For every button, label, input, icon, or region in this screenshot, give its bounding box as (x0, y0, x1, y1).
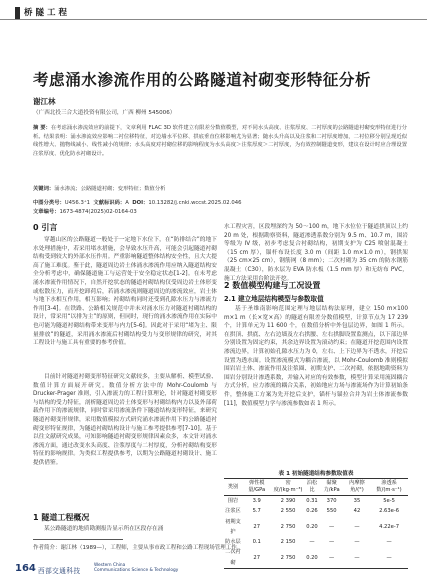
table-cell: 0.31 (306, 498, 318, 504)
table-cell: — (354, 539, 360, 546)
table-cell: — (386, 539, 392, 546)
table-cell: 27 (242, 547, 272, 568)
left-column (33, 223, 217, 534)
table-cell: — (329, 539, 335, 546)
code-value: A (125, 200, 129, 206)
table-header: 弹性模量/GPa (242, 479, 272, 496)
table-cell: 2 750 (272, 547, 305, 568)
table-cell: 3.9 (252, 498, 261, 504)
article-number-line (33, 208, 407, 217)
journal-name-en-line-2: Communications Science & Technology (94, 568, 179, 573)
table-cell: 0.20 (305, 547, 320, 568)
table-cell: — (319, 547, 343, 568)
table-cell: 0.1 (252, 539, 261, 546)
keywords-label: 关键词： (33, 186, 55, 192)
table-cell: 42 (353, 508, 361, 515)
section-0-paragraph-1: 穿越山区的公路隧道一般处于一定地下水位下，在“防排结合”的地下水处理措施中，若采用堵水措施，会导致水压升高，可能会引起隧道衬砌结构受到较大的外部水压作用。严重影响隧道整体结构安全性，且大大提高了施工难度。鉴于此，隧道周边岩土体涌水渗流作用应纳入隧道结构安全分析考虑中，确保隧道施工与运营处于安全稳定状态[1-2]。在未考虑涌水渗流作用情况下，自然开挖状态的隧道衬砌结构仅受周边岩土体形变或松散压力，而开挖卸荷后，若涌水渗流则隧道周边的渗流效应，岩土体与地下水相互作用，相互影响；衬砌结构同时还受到孔隙水压力与渗流力作用[3-4]。在铁路、公路相关规范中并未对涌水压力对隧道衬砌结构的设计，常采用“以排为主”的原则，但同时，现行的涌水渗流作用在实际中也可能为隧道衬砌结构带来变形与内力[5-6]。因此对于采用“堵为主、限量排放”的隧道，采用涌水渗流后衬砌结构受力与变形规律的研究，对其工程设计与施工具有重要的参考价值。 (33, 237, 217, 347)
table-cell: 0.20 (306, 523, 318, 530)
classification-line (33, 199, 407, 208)
table-row (224, 547, 408, 568)
cls-label: 中图分类号： (33, 200, 65, 206)
doi-value: 10.13282/j.cnki.wccst.2025.02.046 (148, 200, 242, 206)
table-header: 内摩擦角/(°) (344, 479, 370, 496)
section-2-1-heading: 2.1 建立地层结构模型与参数取值 (224, 295, 324, 303)
section-tag: 桥隧工程 (24, 8, 71, 18)
table-cell: 2.63e-6 (379, 508, 399, 515)
keywords (33, 185, 407, 194)
table-cell: 0.26 (306, 508, 318, 515)
table-cell: 注浆区 (225, 508, 241, 515)
abstract-text: 在考虑涌水渗流效应的前提下，文章利用 FLAC 3D 软件建立有限差分数值模型，对不同水头高度、注浆厚度、二衬厚度的公路隧道衬砌变形特征进行分析。结果表明：涌水渗流效应影响二衬位移特征，对边墙水平位移、拱底垂直位移影响尤为显著；随水头升高以及注浆和二衬厚度增加，二衬位移分别呈现近似线性增大、抛物线减小、线性减小的规律；水头高度对衬砌位移的影响程度为水头高度＞注浆厚度＞二衬厚度，为有效控制隧道变形，建议在设计时应合理设置注浆厚度、优化防水衬砌设计。 (33, 125, 407, 157)
abstract (33, 124, 407, 182)
table-cell: — (309, 539, 315, 546)
keywords-text: 涌水渗流；公路隧道衬砌；变形特征；数值分析 (54, 186, 166, 192)
journal-name-en (94, 563, 178, 573)
section-tag-marker (15, 7, 20, 19)
table-cell: 二次衬砌 (224, 547, 242, 568)
table-cell: 2 550 (280, 508, 296, 515)
table-cell: 2 750 (280, 523, 296, 530)
right-column (224, 223, 408, 460)
table-header: 泊松比 (305, 479, 320, 496)
table-cell: 370 (326, 498, 337, 504)
table-cell: 5.7 (252, 508, 261, 515)
table-cell: 35 (353, 498, 361, 504)
table-cell: 围岩 (227, 498, 239, 504)
table-cell: — (354, 523, 360, 530)
paper-title: 考虑涌水渗流作用的公路隧道衬砌变形特征分析 (33, 71, 372, 89)
author-name: 谢江林 (33, 97, 56, 106)
article-label: 文章编号： (33, 209, 60, 215)
table-cell: 防水层 (225, 539, 241, 546)
table-cell: 2 390 (280, 498, 296, 504)
footnote-rule (33, 539, 123, 540)
author-affiliation: （广西北投三合大道投资有限公司，广西 柳州 545006） (33, 110, 176, 116)
table-header: 密度/(kg·m⁻³) (272, 479, 305, 496)
table-cell: 4.22e-7 (379, 523, 399, 530)
section-1-heading: 1 隧道工程概况 (33, 513, 90, 522)
table-cell: 550 (326, 508, 337, 515)
parameter-table (224, 478, 408, 569)
abstract-label: 摘 要： (33, 125, 51, 131)
article-value: 1673-4874(2025)02-0164-03 (59, 209, 137, 215)
table-cell: — (329, 523, 335, 530)
table-cell: — (344, 547, 370, 568)
table-cell: 2 150 (280, 539, 296, 546)
section-0-paragraph-2: 目前针对隧道衬砌变形特征研究文献较多，主要从解析、模型试验、数值计算方面展开研究。数值分析方法中的 Mohr-Coulomb 与 Drucker-Prager 准则，引入渗流力的工程计算理论，针对隧道衬砌变形与结构的受力特征，剖析隧道周边岩土体变形与衬砌结构内力以及外部荷载作用下的渗流规律，同时常采用渗流条件下隧道结构变形特征，来研究隧道衬砌变形规律，采用数值模拟方式研究涌水渗流作用下的公路隧道衬砌变形特征规律，为隧道衬砌结构设计与施工参考提供参考[7-10]。基于以往文献研究成果，可知影响隧道衬砌变形规律因素众多，本文针对涌水渗流方面，通过改变水头高度、注浆厚度与二衬厚度，分析衬砌结构变形特征的影响规律。为类似工程提供参考，以期为公路隧道衬砌设计、施工提供借鉴。 (33, 374, 217, 466)
table-row (224, 517, 408, 538)
journal-name-en-line-1: Western China (94, 563, 126, 568)
table-cell: 初期支护 (225, 518, 241, 535)
table-cell: 27 (253, 523, 260, 530)
table-row (224, 537, 408, 547)
header-rule (0, 19, 427, 20)
table-cell: — (370, 547, 408, 568)
section-2-1-paragraph: 基于圣维南影响范围定理与地层结构法原理，建立 150 m×100 m×1 m（长×宽×高）的隧道有限差分数值模型，计算节点为 17 239 个，计算单元为 11 600 个，在数值分析中外包层边界，如图 1 所示。在拱顶、拱底、左右边墙及左右拱腰、左右拱脚设置监测点，以下部边界分别设置为固定约束，其余边界设置为滚动约束；在隧道开挖范围内设置渗流边界，计算初始孔隙水压力为 0，左右、上下边界为不透水，开挖后设置为透水面。设置渗流模式为耦合渗流，以 Mohr-Coulomb 准则模拟围岩岩土体、渗流作用及注浆圈、初期支护、二次衬砌，依据地勘资料为围岩分别设计渗透系数，并输入对应的有效参数，模型计算采用流固耦合方式分析，应力渗流的耦合关系，初始地应力场与渗流场作为计算初始条件，整体施工方案为先开挖后支护，锚杆与锚拉合并为岩土体渗流参数[11]，数值模型力学与渗流参数如表 1 所示。 (224, 306, 408, 407)
section-1-paragraph-1: 某公路隧道的地质勘测报告显示所在区段存在涌 (44, 526, 164, 532)
page-number: 164 (15, 563, 36, 574)
table-header: 黏聚力/kPa (319, 479, 343, 496)
cls-value: U456.3⁺1 (64, 200, 91, 206)
section-0-heading: 0 引言 (33, 223, 58, 232)
table-row (224, 506, 408, 516)
code-label: 文献标识码： (93, 200, 126, 206)
journal-name: 西部交通科技 (38, 567, 81, 575)
table-cell: 5e-5 (383, 498, 395, 504)
doi-label: DOI： (132, 200, 149, 206)
table-caption: 表 1 初始隧道结构参数取值表 (278, 471, 354, 477)
table-header: 渗透系数/(m·s⁻¹) (370, 479, 408, 496)
table-header: 类别 (224, 479, 242, 496)
table-row (224, 496, 408, 507)
author-footnote: 作者简介：谢江林（1989—），工程师，主要从事市政工程和公路工程现场管理工作。 (33, 545, 243, 551)
section-2-heading: 2 数值模型构建与工况设置 (224, 281, 321, 290)
right-top-paragraph: 水工程灾害，区段埋深约为 50～100 m，地下水位位于隧道拱顶以上约 20 m 处，根据勘察资料，隧道渗透系数分别为 9.5 m、10.7 m，围岩等级为 IV 级，初步考虑复合衬砌结构，初期支护为 C25 喷射混凝土（15 cm 厚），锚杆布设长度 3.0 m（间距 1.0 m×1.0 m），钢拱架（25 cm×25 cm），钢筋网（8 mm）；二次衬砌为 35 cm 的防水钢筋混凝土（C30），防水层为 EVA 防水板（1.5 mm 厚）和无纺布 PVC，施工方法采用台阶法开挖。 (224, 224, 408, 282)
table-header-row (224, 479, 408, 496)
